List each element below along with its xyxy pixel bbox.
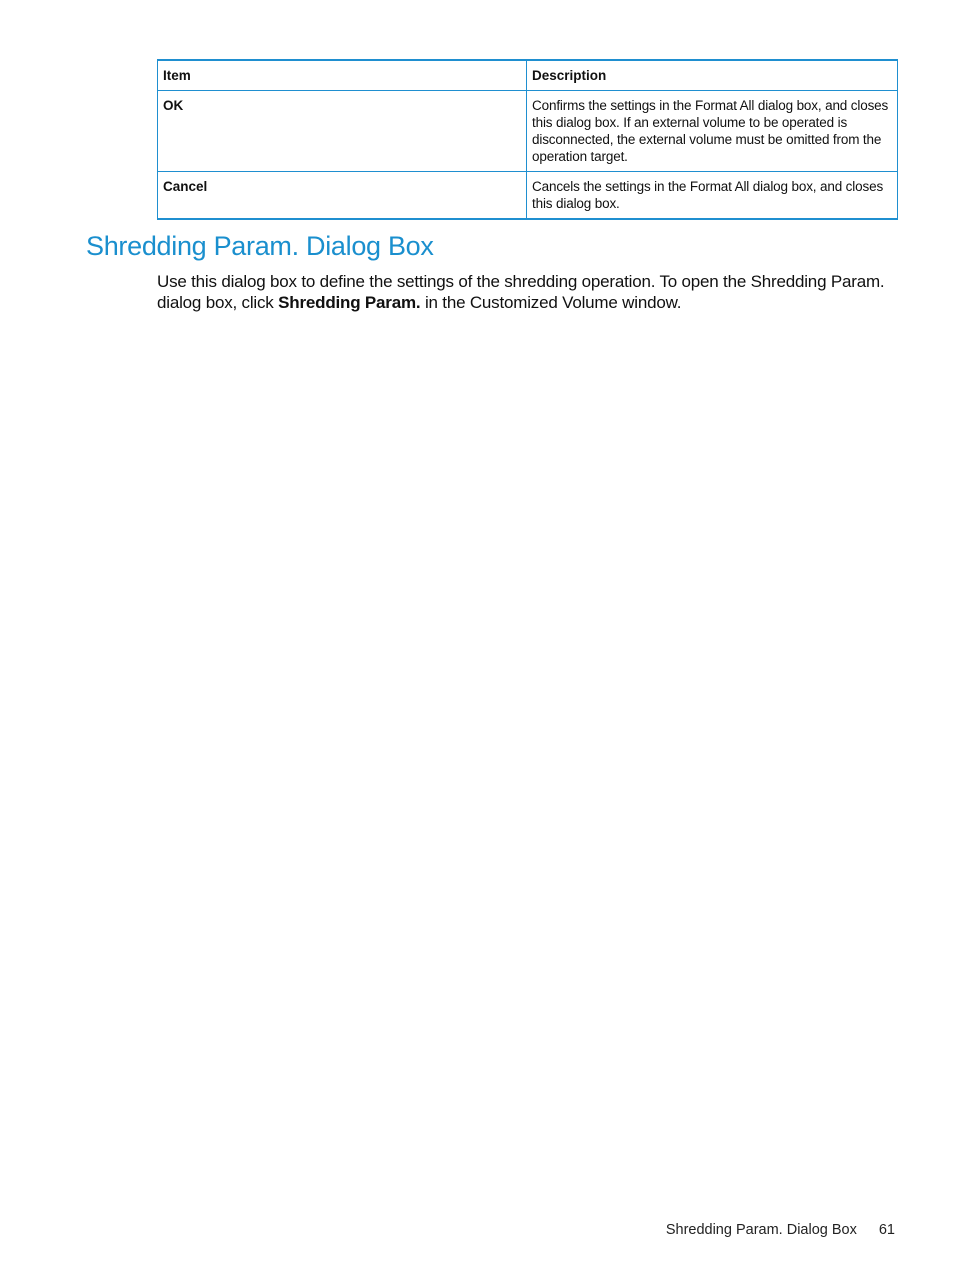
footer-running-title: Shredding Param. Dialog Box bbox=[665, 1222, 857, 1238]
intro-bold-term: Shredding Param. bbox=[278, 293, 421, 312]
page-footer bbox=[666, 1222, 895, 1238]
items-table-container bbox=[157, 59, 897, 220]
row-description-ok: Confirms the settings in the Format All dialog box, and closes this dialog box. If an external volume to be operated is disconnected, the external volume must be omitted from the operation target. bbox=[527, 91, 898, 172]
table-header-row bbox=[158, 60, 898, 91]
intro-text-before: Use this dialog box to define the settings of the shredding operation. To open the Shredding Param. dialog box, click bbox=[157, 272, 885, 312]
row-description-cancel: Cancels the settings in the Format All dialog box, and closes this dialog box. bbox=[527, 172, 898, 220]
column-header-description: Description bbox=[527, 60, 898, 91]
row-item-cancel: Cancel bbox=[158, 172, 527, 220]
items-table bbox=[157, 59, 898, 220]
page-number: 61 bbox=[878, 1222, 895, 1238]
section-intro-paragraph bbox=[157, 271, 902, 313]
intro-text-after: in the Customized Volume window. bbox=[420, 293, 682, 312]
section-title: Shredding Param. Dialog Box bbox=[86, 231, 434, 261]
table-row bbox=[158, 91, 898, 172]
table-row bbox=[158, 172, 898, 220]
row-item-ok: OK bbox=[158, 91, 527, 172]
column-header-item: Item bbox=[158, 60, 527, 91]
